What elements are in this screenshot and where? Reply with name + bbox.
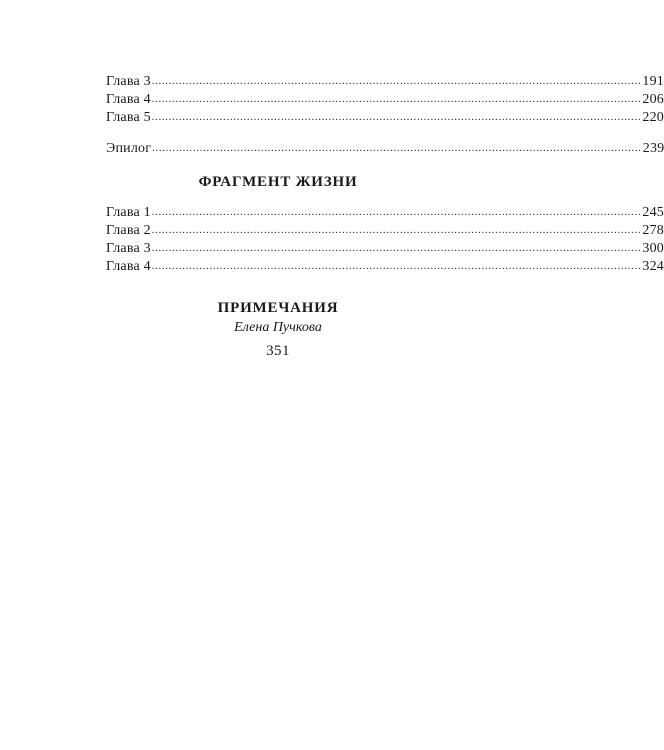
leader-dots: ................................................................................................................................................	[151, 243, 642, 254]
toc-entry[interactable]	[106, 91, 664, 109]
toc-group-2	[106, 204, 664, 276]
toc-entry-label: Глава 3	[106, 74, 151, 89]
toc-entry-label: Глава 5	[106, 110, 151, 125]
leader-dots: ................................................................................................................................................	[152, 143, 642, 154]
section-heading: ФРАГМЕНТ ЖИЗНИ	[198, 174, 358, 190]
toc-entry-label: Глава 4	[106, 259, 151, 274]
toc-entry-page: 324	[642, 259, 664, 274]
toc-entry-label: Глава 4	[106, 92, 151, 107]
leader-dots: ................................................................................................................................................	[151, 112, 642, 123]
leader-dots: ................................................................................................................................................	[151, 207, 642, 218]
toc-group-1	[106, 73, 664, 127]
toc-entry[interactable]	[106, 222, 664, 240]
toc-epilogue	[106, 140, 664, 158]
toc-entry-label: Эпилог	[106, 141, 152, 156]
toc-entry[interactable]	[106, 204, 664, 222]
notes-author: Елена Пучкова	[234, 320, 322, 335]
toc-entry-page: 245	[642, 205, 664, 220]
toc-entry-page: 220	[642, 110, 664, 125]
toc-entry[interactable]	[106, 240, 664, 258]
toc-entry-page: 206	[642, 92, 664, 107]
toc-entry-label: Глава 1	[106, 205, 151, 220]
notes-heading: ПРИМЕЧАНИЯ	[217, 300, 339, 316]
toc-entry-page: 300	[642, 241, 664, 256]
toc-entry[interactable]	[106, 109, 664, 127]
leader-dots: ................................................................................................................................................	[151, 76, 642, 87]
toc-entry-label: Глава 3	[106, 241, 151, 256]
toc-entry-page: 239	[642, 141, 664, 156]
toc-entry-page: 278	[642, 223, 664, 238]
toc-entry[interactable]	[106, 258, 664, 276]
notes-page-number[interactable]: 351	[266, 343, 290, 359]
toc-entry-label: Глава 2	[106, 223, 151, 238]
toc-entry-page: 191	[642, 74, 664, 89]
toc-entry[interactable]	[106, 140, 664, 158]
leader-dots: ................................................................................................................................................	[151, 261, 642, 272]
toc-entry[interactable]	[106, 73, 664, 91]
leader-dots: ................................................................................................................................................	[151, 94, 642, 105]
leader-dots: ................................................................................................................................................	[151, 225, 642, 236]
